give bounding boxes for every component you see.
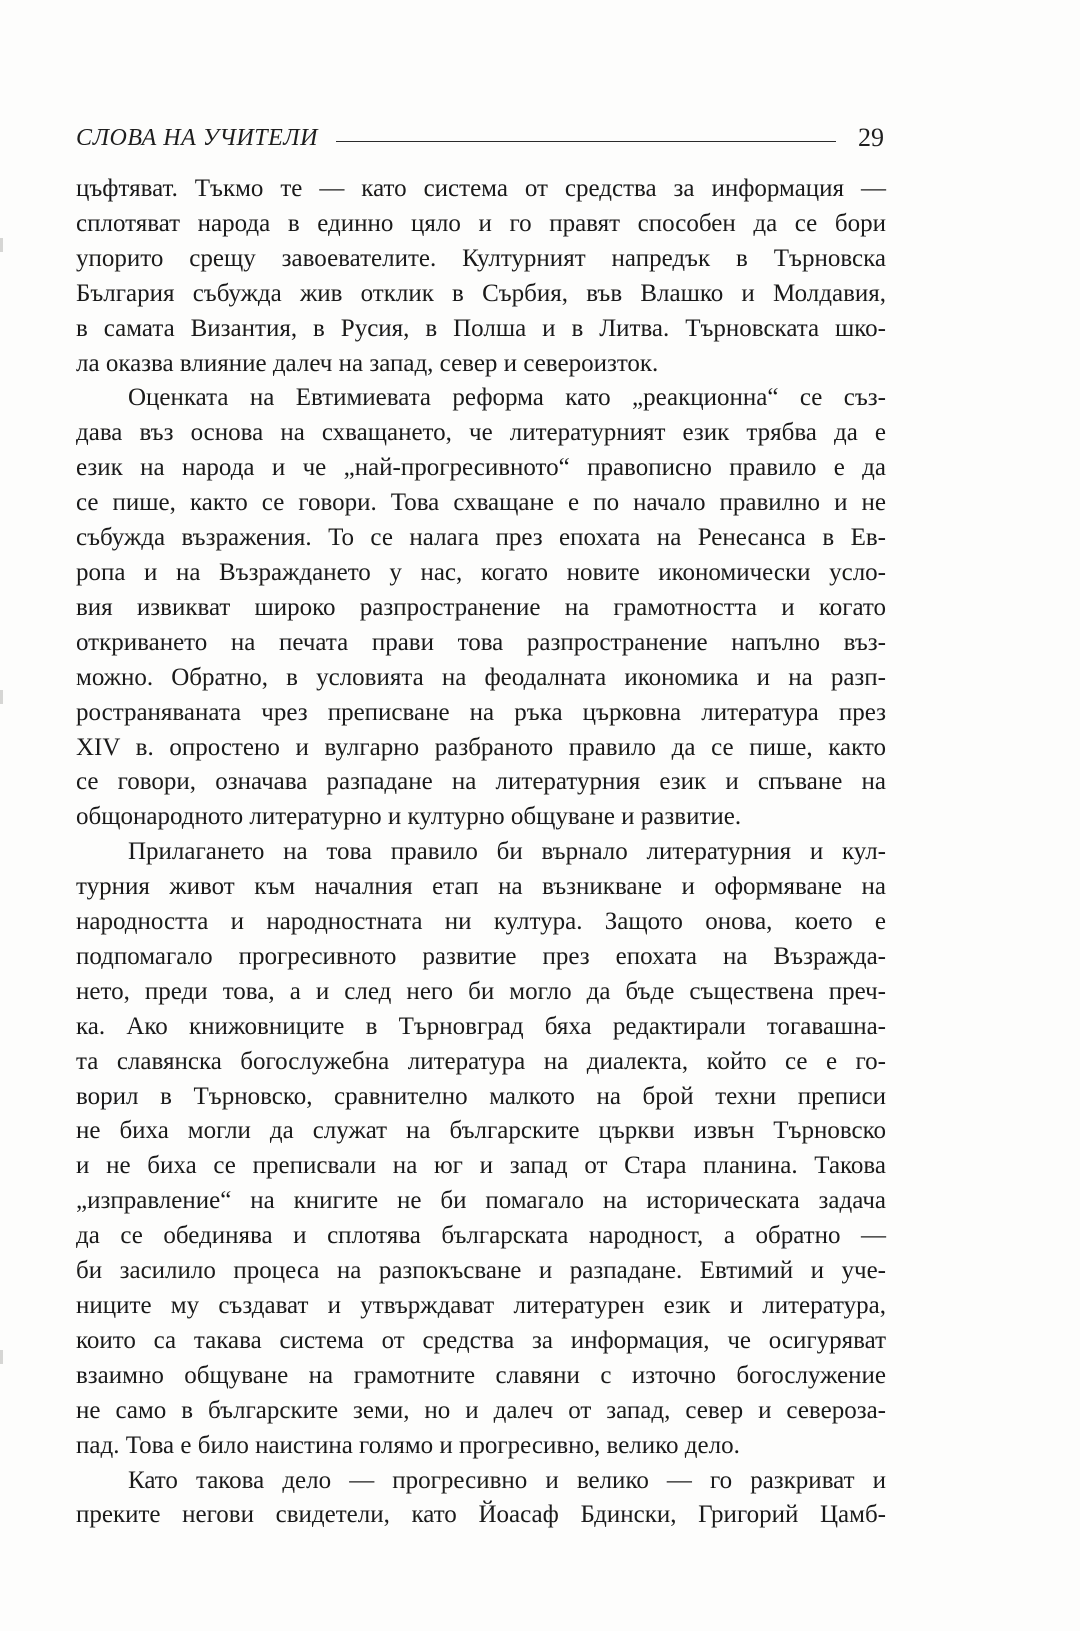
running-head-rule bbox=[336, 141, 836, 142]
text-line: турния живот към началния етап на възникване и оформяване на bbox=[76, 873, 886, 901]
scan-margin-mark bbox=[0, 690, 3, 704]
text-line: можно. Обратно, в условията на феодалната икономика и на разп- bbox=[76, 663, 886, 691]
body-text bbox=[76, 172, 886, 1533]
text-line: език на народа и че „най-прогресивното“ правописно правило е да bbox=[76, 454, 886, 482]
text-line: пад. Това е било наистина голямо и прогресивно, велико дело. bbox=[76, 1431, 740, 1459]
text-line: ропа и на Възраждането у нас, когато новите икономически усло- bbox=[76, 558, 886, 586]
text-line: дава въз основа на схващането, че литературният език трябва да е bbox=[76, 419, 886, 447]
text-line: вия извикват широко разпространение на грамотността и когато bbox=[76, 593, 886, 621]
text-line: България събужда жив отклик в Сърбия, във Влашко и Молдавия, bbox=[76, 279, 886, 307]
text-line: ниците му създават и утвърждават литературен език и литература, bbox=[76, 1292, 886, 1319]
text-line: би засилило процеса на разпокъсване и разпадане. Евтимий и уче- bbox=[76, 1257, 886, 1285]
scan-margin-mark bbox=[0, 238, 3, 252]
text-line: нето, преди това, а и след него би могло да бъде съществена преч- bbox=[76, 977, 886, 1005]
text-line: се говори, означава разпадане на литературния език и спъване на bbox=[76, 768, 886, 796]
text-line: не биха могли да служат на българските църкви извън Търновско bbox=[76, 1117, 886, 1145]
page-number: 29 bbox=[858, 123, 884, 152]
running-head bbox=[76, 118, 884, 158]
text-line: „изправление“ на книгите не би помагало на историческата задача bbox=[76, 1187, 886, 1215]
text-line: цъфтяват. Тъкмо те — като система от средства за информация — bbox=[76, 175, 886, 202]
paragraph-first-line: Оценката на Евтимиевата реформа като „реакционна“ се съз- bbox=[128, 384, 886, 412]
text-line: да се обединява и сплотява българската народност, а обратно — bbox=[76, 1222, 886, 1250]
paragraph-first-line: Прилагането на това правило би върнало литературния и кул- bbox=[128, 838, 886, 866]
paragraph-first-line: Като такова дело — прогресивно и велико — го разкриват и bbox=[128, 1466, 886, 1494]
text-line: взаимно общуване на грамотните славяни с източно богослужение bbox=[76, 1361, 886, 1389]
text-line: в самата Византия, в Русия, в Полша и в Литва. Търновската шко- bbox=[76, 314, 886, 342]
text-line: събужда възражения. То се налага през епохата на Ренесанса в Ев- bbox=[76, 524, 886, 552]
running-head-title: СЛОВА НА УЧИТЕЛИ bbox=[76, 124, 318, 151]
text-line: та славянска богослужебна литература на диалекта, който се е го- bbox=[76, 1047, 886, 1075]
text-line: ворил в Търновско, сравнително малкото на брой техни преписи bbox=[76, 1082, 886, 1110]
text-line: упорито срещу завоевателите. Културният напредък в Търновска bbox=[76, 244, 886, 272]
text-line: преките негови свидетели, като Йоасаф Бдински, Григорий Цамб- bbox=[76, 1501, 886, 1529]
text-line: ространяваната чрез преписване на ръка църковна литература през bbox=[76, 698, 886, 726]
text-line: и не биха се преписвали на юг и запад от Стара планина. Такова bbox=[76, 1152, 886, 1180]
text-line: общонародното литературно и културно общуване и развитие. bbox=[76, 803, 742, 831]
text-line: XIV в. опростено и вулгарно разбраното правило да се пише, както bbox=[76, 733, 886, 761]
text-line: народността и народностната ни култура. Защото онова, което е bbox=[76, 908, 886, 936]
text-line: сплотяват народа в единно цяло и го правят способен да се бори bbox=[76, 209, 886, 237]
text-line: се пише, както се говори. Това схващане е по начало правилно и не bbox=[76, 489, 886, 517]
text-line: които са такава система от средства за информация, че осигуряват bbox=[76, 1326, 886, 1354]
text-line: ка. Ако книжовниците в Търновград бяха редактирали тогавашна- bbox=[76, 1012, 886, 1040]
text-line: ла оказва влияние далеч на запад, север и североизток. bbox=[76, 349, 659, 377]
text-line: не само в българските земи, но и далеч от запад, север и североза- bbox=[76, 1396, 886, 1424]
text-line: откриването на печата прави това разпространение напълно въз- bbox=[76, 628, 886, 656]
scan-margin-mark bbox=[0, 1350, 3, 1364]
text-line: подпомагало прогресивното развитие през епохата на Възражда- bbox=[76, 942, 886, 970]
